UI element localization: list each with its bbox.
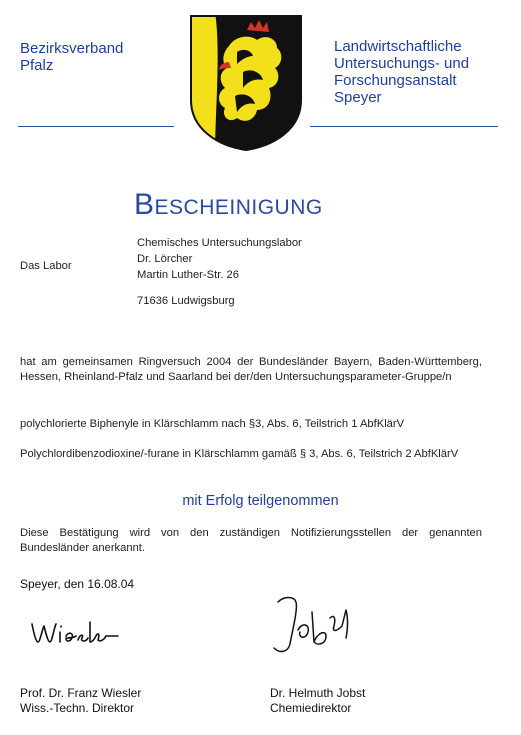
document-title	[134, 188, 323, 222]
signature-wiesler	[28, 612, 128, 652]
header-right-line2: Untersuchungs- und	[334, 55, 470, 72]
success-statement: mit Erfolg teilgenommen	[182, 493, 339, 509]
lab-address	[137, 235, 302, 309]
header-left-rule	[18, 126, 174, 127]
pcdd-parameter: Polychlordibenzodioxine/-furane in Klärschlamm gamäß § 3, Abs. 6, Teilstrich 2 AbfKlärV	[20, 448, 459, 460]
header-right	[334, 38, 469, 106]
lab-person: Dr. Lörcher	[137, 253, 193, 265]
signature-jobst	[262, 592, 362, 658]
header-left-line2: Pfalz	[20, 57, 54, 74]
handwritten-signature-icon	[262, 592, 362, 658]
coat-of-arms	[185, 12, 307, 154]
lion-crest-icon	[185, 12, 307, 154]
signatory-right	[270, 686, 365, 716]
header-left	[20, 40, 123, 74]
confirmation-paragraph: Diese Bestätigung wird von den zuständigen Notifizierungsstellen der genannten Bundesländer anerkannt.	[20, 527, 482, 554]
signatory-left	[20, 686, 141, 716]
header-right-line4: Speyer	[334, 89, 382, 106]
document-title-text: Bescheinigung	[134, 188, 323, 221]
lab-city: 71636 Ludwigsburg	[137, 295, 235, 307]
header-right-line3: Forschungsanstalt	[334, 72, 457, 89]
signatory-left-name: Prof. Dr. Franz Wiesler	[20, 686, 142, 700]
place-date: Speyer, den 16.08.04	[20, 577, 135, 591]
lab-label: Das Labor	[20, 260, 72, 272]
handwritten-signature-icon	[28, 612, 128, 652]
header-left-line1: Bezirksverband	[20, 40, 124, 57]
lab-name: Chemisches Untersuchungslabor	[137, 237, 302, 249]
header-right-rule	[310, 126, 498, 127]
pcb-parameter: polychlorierte Biphenyle in Klärschlamm nach §3, Abs. 6, Teilstrich 1 AbfKlärV	[20, 418, 405, 430]
signatory-right-name: Dr. Helmuth Jobst	[270, 686, 366, 700]
header-right-line1: Landwirtschaftliche	[334, 38, 462, 55]
signatory-right-title: Chemiedirektor	[270, 701, 352, 715]
intro-paragraph: hat am gemeinsamen Ringversuch 2004 der Bundesländer Bayern, Baden-Württemberg, Hessen, Rheinland-Pfalz und Saarland bei der/den Untersuchungsparameter-Gruppe/n	[20, 356, 482, 383]
signatory-left-title: Wiss.-Techn. Direktor	[20, 701, 135, 715]
lab-street: Martin Luther-Str. 26	[137, 269, 239, 281]
